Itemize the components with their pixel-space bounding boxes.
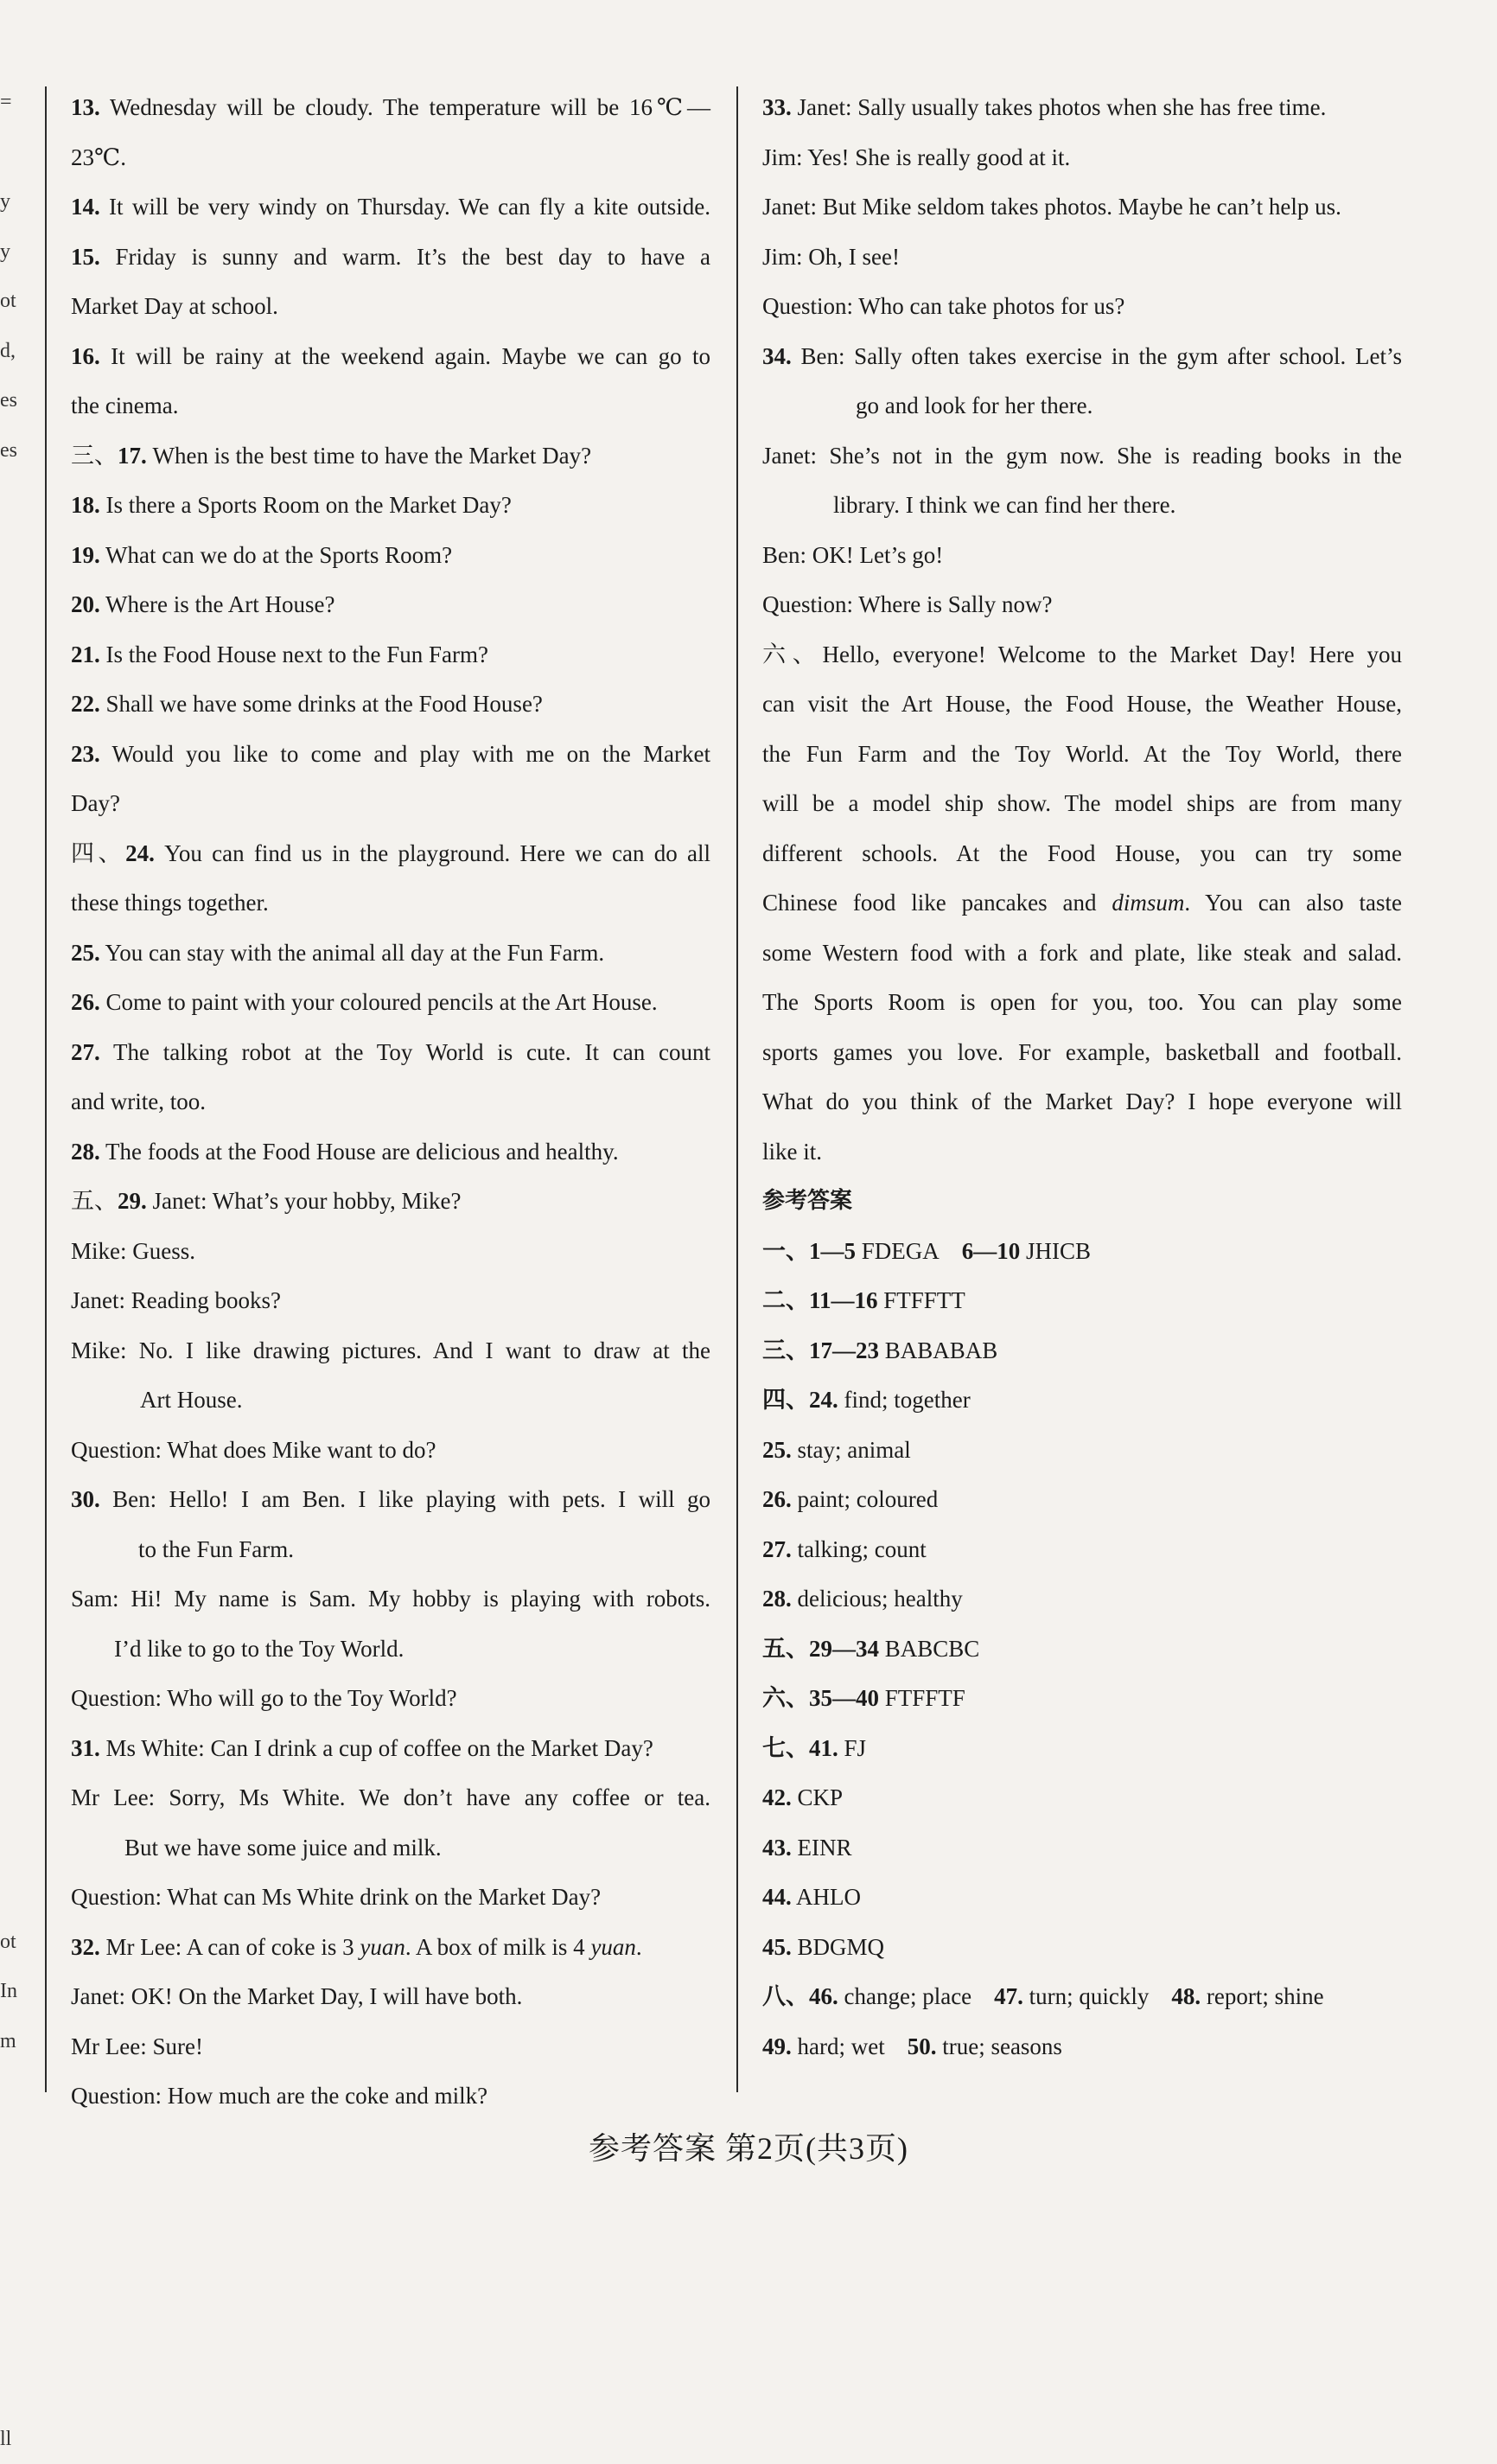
bleed-fragment [0,674,26,725]
bleed-fragment [0,923,26,973]
bleed-fragment [0,973,26,1023]
bleed-fragment [0,1122,26,1172]
answer-25: 25. stay; animal [762,1426,1402,1476]
q31: 31. Ms White: Can I drink a cup of coffee on the Market Day? [71,1724,710,1774]
bleed-fragment [0,1271,26,1321]
answer-45: 45. BDGMQ [762,1923,1402,1973]
bleed-fragment [0,774,26,824]
bleed-fragment [0,2265,26,2315]
bleed-fragment [0,1719,26,1769]
q32: 32. Mr Lee: A can of coke is 3 yuan. A box of milk is 4 yuan. [71,1923,710,1973]
bleed-fragment [0,625,26,675]
bleed-fragment [0,1470,26,1520]
bleed-fragment [0,128,26,178]
bleed-fragment [0,725,26,775]
bleed-fragment [0,1867,26,1918]
bleed-fragment [0,2166,26,2216]
q18: 18. Is there a Sports Room on the Market Day? [71,481,710,531]
answers-heading: 参考答案 [762,1177,1402,1227]
q14: 14. It will be very windy on Thursday. We can fly a kite outside. [71,182,710,233]
answer-26: 26. paint; coloured [762,1475,1402,1525]
bleed-fragment [0,1321,26,1371]
passage: 六、Hello, everyone! Welcome to the Market Day! Here you [762,630,1402,680]
answer-3: 三、17—23 BABABAB [762,1326,1402,1376]
column-divider [736,86,738,2092]
bleed-fragment: d, [0,327,26,377]
bleed-fragment: ll [0,2415,26,2464]
bleed-fragment: es [0,376,26,426]
bleed-fragment [0,824,26,874]
bleed-fragment [0,1171,26,1222]
answer-44: 44. AHLO [762,1873,1402,1923]
bleed-fragment [0,1669,26,1719]
left-column: 13. Wednesday will be cloudy. The temperature will be 16℃— 23℃. 14. It will be very windy on Thursday. We can fly a kite outside. 15. Friday is sunny and warm. It’s the best day to have a Market Day at school. 16. It will be rainy at the weekend again. Maybe we can go to the cinema. 三、17. When is the best time to have the Market Day? 18. Is there a Sports Room on the Market Day? 19. What can we do at the Sports Room? 20. Where is the Art House? 21. Is the Food House next to the Fun Farm? 22. Shall we have some drinks at the Food House? 23. Would you like to come and play with me on the Market Day? 四、24. You can find us in the playground. Here we can do all these things together. 25. You can stay with the animal all day at the Fun Farm. 26. Come to paint with your coloured pencils at the Art House. 27. The talking robot at the Toy World is cute. It can count and write, too. 28. The foods at the Food House are delicious and healthy. 五、29. Janet: What’s your hobby, Mike? Mike: Guess. Janet: Reading books? Mike: No. I like drawing pictures. And I want to draw at the Art House. Question: What does Mike want to do? 30. Ben: Hello! I am Ben. I like playing with pets. I will go to the Fun Farm. Sam: Hi! My name is Sam. My hobby is playing with robots. I’d like to go to the Toy World. Question: Who will go to the Toy World? 31. Ms White: Can I drink a cup of coffee on the Market Day? Mr Lee: Sorry, Ms White. We don’t have any coffee or tea. But we have some juice and milk. Question: What can Ms White drink on the Market Day? 32. Mr Lee: A can of coke is 3 yuan. A box of milk is 4 yuan. Janet: OK! On the Market Day, I will have both. Mr Lee: Sure! Question: How much are the coke and milk? [71,83,710,2122]
q29: 五、29. Janet: What’s your hobby, Mike? [71,1177,710,1227]
answer-42: 42. CKP [762,1773,1402,1823]
q28: 28. The foods at the Food House are delicious and healthy. [71,1127,710,1178]
bleed-fragment [0,2066,26,2116]
q20: 20. Where is the Art House? [71,580,710,630]
q33: 33. Janet: Sally usually takes photos when she has free time. [762,83,1402,133]
bleed-fragment [0,2315,26,2365]
q34: 34. Ben: Sally often takes exercise in the gym after school. Let’s [762,332,1402,382]
left-margin-rule [45,86,47,2092]
bleed-fragment [0,2216,26,2266]
bleed-fragment [0,1619,26,1669]
left-bleed-fragments [0,78,26,2464]
bleed-fragment: ot [0,1918,26,1968]
bleed-fragment [0,526,26,576]
right-column: 33. Janet: Sally usually takes photos when she has free time. Jim: Yes! She is really good at it. Janet: But Mike seldom takes photos. Maybe he can’t help us. Jim: Oh, I see! Question: Who can take photos for us? 34. Ben: Sally often takes exercise in the gym after school. Let’s go and look for her there. Janet: She’s not in the gym now. She is reading books in the library. I think we can find her there. Ben: OK! Let’s go! Question: Where is Sally now? 六、Hello, everyone! Welcome to the Market Day! Here you can visit the Art House, the Food House, the Weather House, the Fun Farm and the Toy World. At the Toy World, there will be a model ship show. The model ships are from many different schools. At the Food House, you can try some Chinese food like pancakes and dimsum. You can also taste some Western food with a fork and plate, like steak and salad. The Sports Room is open for you, too. You can play some sports games you love. For example, basketball and football. What do you think of the Market Day? I hope everyone will like it. 参考答案 一、1—5 FDEGA 6—10 JHICB 二、11—16 FTFFTT 三、17—23 BABABAB 四、24. find; together 25. stay; animal 26. paint; coloured 27. talking; count 28. delicious; healthy 五、29—34 BABCBC 六、35—40 FTFFTF 七、41. FJ 42. CKP 43. EINR 44. AHLO 45. BDGMQ 八、46. change; place 47. turn; quickly 48. report; shine 49. hard; wet 50. true; seasons [762,83,1402,2071]
bleed-fragment [0,1569,26,1619]
q15: 15. Friday is sunny and warm. It’s the best day to have a [71,233,710,283]
q21: 21. Is the Food House next to the Fun Farm? [71,630,710,680]
bleed-fragment [0,1768,26,1818]
q13: 13. Wednesday will be cloudy. The temperature will be 16℃— [71,83,710,133]
q24: 四、24. You can find us in the playground. Here we can do all [71,829,710,879]
answer-41: 七、41. FJ [762,1724,1402,1774]
bleed-fragment [0,1023,26,1073]
answer-2: 二、11—16 FTFFTT [762,1276,1402,1326]
q19: 19. What can we do at the Sports Room? [71,531,710,581]
q22: 22. Shall we have some drinks at the Food House? [71,680,710,730]
page-footer: 参考答案 第2页(共3页) [0,2127,1497,2170]
bleed-fragment [0,1818,26,1868]
answer-28: 28. delicious; healthy [762,1574,1402,1625]
bleed-fragment [0,2365,26,2415]
bleed-fragment: ot [0,277,26,327]
bleed-fragment: y [0,177,26,227]
answer-49-50: 49. hard; wet 50. true; seasons [762,2022,1402,2072]
answer-46-48: 八、46. change; place 47. turn; quickly 48. report; shine [762,1972,1402,2022]
q17: 三、17. When is the best time to have the Market Day? [71,431,710,482]
q23: 23. Would you like to come and play with me on the Market [71,730,710,780]
bleed-fragment: = [0,78,26,128]
answer-43: 43. EINR [762,1823,1402,1874]
bleed-fragment [0,1370,26,1420]
bleed-fragment [0,1222,26,1272]
bleed-fragment: m [0,2017,26,2067]
q25: 25. You can stay with the animal all day at the Fun Farm. [71,929,710,979]
answer-24: 四、24. find; together [762,1376,1402,1426]
bleed-fragment: es [0,426,26,476]
answer-1: 一、1—5 FDEGA 6—10 JHICB [762,1227,1402,1277]
q16: 16. It will be rainy at the weekend again. Maybe we can go to [71,332,710,382]
bleed-fragment [0,575,26,625]
bleed-fragment [0,873,26,923]
bleed-fragment: In [0,1967,26,2017]
answer-27: 27. talking; count [762,1525,1402,1575]
q26: 26. Come to paint with your coloured pencils at the Art House. [71,978,710,1028]
answer-6: 六、35—40 FTFFTF [762,1674,1402,1724]
q30: 30. Ben: Hello! I am Ben. I like playing with pets. I will go [71,1475,710,1525]
bleed-fragment [0,1420,26,1471]
bleed-fragment [0,1520,26,1570]
answer-5: 五、29—34 BABCBC [762,1625,1402,1675]
bleed-fragment [0,1072,26,1122]
bleed-fragment [0,476,26,526]
bleed-fragment: y [0,227,26,278]
q27: 27. The talking robot at the Toy World is cute. It can count [71,1028,710,1078]
